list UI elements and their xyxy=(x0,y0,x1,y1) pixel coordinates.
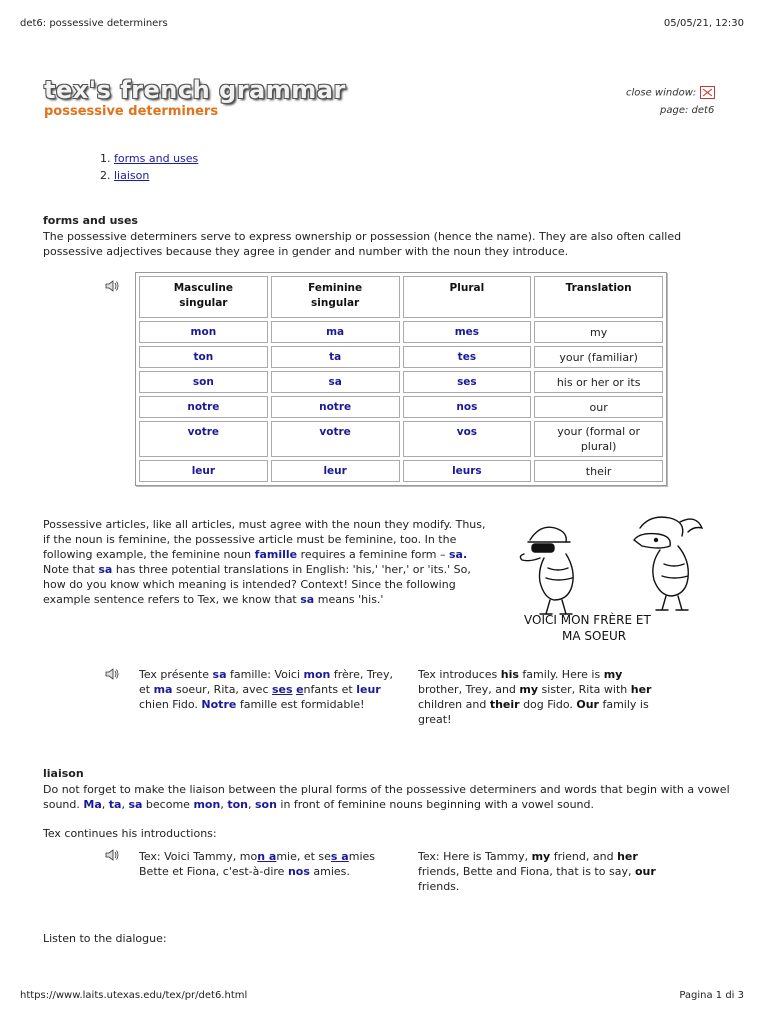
page-label: page: det6 xyxy=(660,105,715,116)
cell-fem: notre xyxy=(271,396,400,418)
table-row xyxy=(139,371,663,393)
cell-plural: nos xyxy=(403,396,532,418)
cell-plural: leurs xyxy=(403,460,532,482)
table-of-contents xyxy=(94,150,198,184)
cell-masc: votre xyxy=(139,421,268,457)
cell-fem: votre xyxy=(271,421,400,457)
cell-masc: notre xyxy=(139,396,268,418)
print-header-title: det6: possessive determiners xyxy=(20,18,168,29)
cell-translation: our xyxy=(534,396,663,418)
speaker-icon[interactable] xyxy=(105,668,119,680)
cell-fem: leur xyxy=(271,460,400,482)
table-row xyxy=(139,421,663,457)
cell-plural: vos xyxy=(403,421,532,457)
possessive-table xyxy=(135,272,667,486)
toc-item xyxy=(114,150,198,167)
agreement-paragraph: Possessive articles, like all articles, must agree with the noun they modify. Thus, if the noun is feminine, the possessive article must be feminine, too. In the following example, the feminine noun famille requires a feminine form – sa. Note that sa has three potential translations in English: 'his,' 'her,' or 'its.' So, how do you know which meaning is intended? Context! Since the following example sentence refers to Tex, we know that sa means 'his.' xyxy=(43,518,486,606)
cell-translation: your (familiar) xyxy=(534,346,663,368)
forms-intro: The possessive determiners serve to express ownership or possession (hence the name). They are also often called possessive adjectives because they agree in gender and number with the noun they introduce. xyxy=(43,230,682,258)
cell-translation: his or her or its xyxy=(534,371,663,393)
table-row xyxy=(139,460,663,482)
section-heading-liaison: liaison xyxy=(43,767,84,780)
cartoon-illustration xyxy=(510,510,735,650)
print-footer-url: https://www.laits.utexas.edu/tex/pr/det6.html xyxy=(20,990,248,1001)
close-window[interactable] xyxy=(626,86,715,99)
section-title: possessive determiners xyxy=(44,104,219,119)
cell-translation: my xyxy=(534,321,663,343)
close-icon[interactable] xyxy=(700,86,715,99)
cell-masc: mon xyxy=(139,321,268,343)
section-heading-forms: forms and uses xyxy=(43,214,138,227)
cell-translation: their xyxy=(534,460,663,482)
liaison-paragraph: Do not forget to make the liaison between the plural forms of the possessive determiners and words that begin with a vowel sound. Ma, ta, sa become mon, ton, son in front of feminine nouns beginning with a vowel sound. xyxy=(43,783,730,811)
table-row xyxy=(139,396,663,418)
table-row xyxy=(139,346,663,368)
print-footer-page: Pagina 1 di 3 xyxy=(679,990,744,1001)
toc-item xyxy=(114,167,198,184)
header-masculine: Masculine singular xyxy=(139,276,268,318)
table-header-row xyxy=(139,276,663,318)
toc-link-forms[interactable]: forms and uses xyxy=(114,152,199,165)
header-feminine: Feminine singular xyxy=(271,276,400,318)
table-row xyxy=(139,321,663,343)
cartoon-caption-2: MA SOEUR xyxy=(562,629,627,643)
example2-english: Tex: Here is Tammy, my friend, and her friends, Bette and Fiona, that is to say, our friends. xyxy=(418,850,656,893)
toc-link-liaison[interactable]: liaison xyxy=(114,169,150,182)
cartoon-caption-1: VOICI MON FRÈRE ET xyxy=(524,613,651,627)
cell-masc: leur xyxy=(139,460,268,482)
example1-english: Tex introduces his family. Here is my brother, Trey, and my sister, Rita with her children and their dog Fido. Our family is great! xyxy=(418,668,652,726)
speaker-icon[interactable] xyxy=(105,849,119,861)
cell-fem: ta xyxy=(271,346,400,368)
cell-masc: ton xyxy=(139,346,268,368)
site-logo-title: tex's french grammar xyxy=(44,76,346,104)
dialogue-label: Listen to the dialogue: xyxy=(43,932,167,945)
cell-translation: your (formal or plural) xyxy=(534,421,663,457)
cell-fem: ma xyxy=(271,321,400,343)
header-translation: Translation xyxy=(534,276,663,318)
cell-fem: sa xyxy=(271,371,400,393)
cell-masc: son xyxy=(139,371,268,393)
close-window-label: close window: xyxy=(626,87,697,99)
cell-plural: ses xyxy=(403,371,532,393)
example2-french: Tex: Voici Tammy, mon amie, et ses amies Bette et Fiona, c'est-à-dire nos amies. xyxy=(139,850,376,878)
example1-french: Tex présente sa famille: Voici mon frère, Trey, et ma soeur, Rita, avec ses enfants et leur chien Fido. Notre famille est formidable! xyxy=(139,668,394,711)
speaker-icon[interactable] xyxy=(105,280,119,292)
print-header-date: 05/05/21, 12:30 xyxy=(663,18,744,29)
cell-plural: mes xyxy=(403,321,532,343)
header-plural: Plural xyxy=(403,276,532,318)
liaison-continues: Tex continues his introductions: xyxy=(43,827,217,840)
cell-plural: tes xyxy=(403,346,532,368)
